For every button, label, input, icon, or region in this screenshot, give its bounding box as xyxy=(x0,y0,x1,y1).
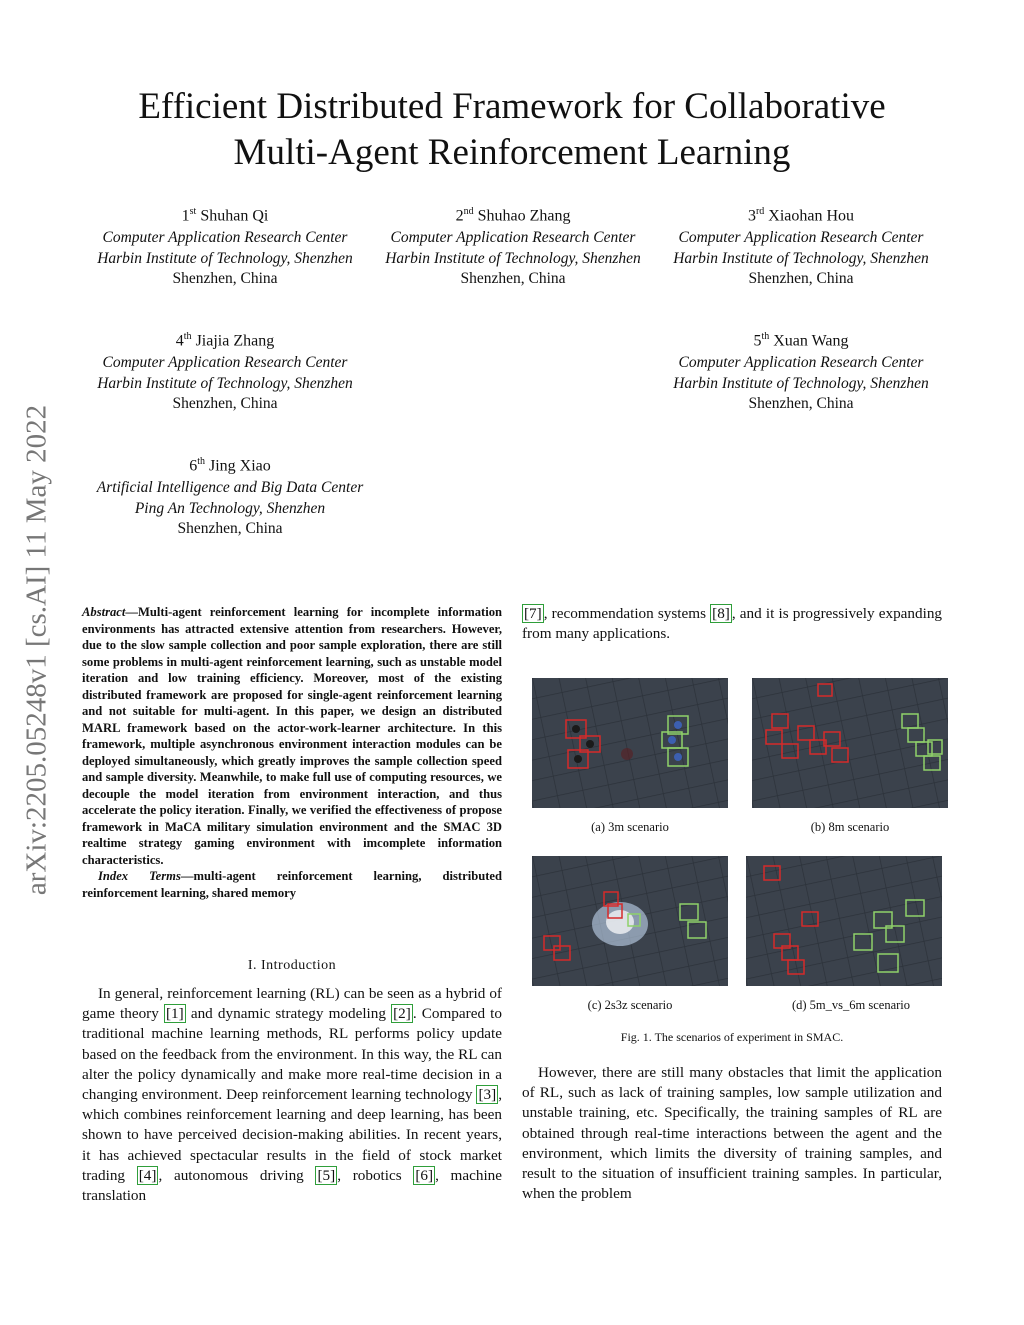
author-name: Xuan Wang xyxy=(773,332,849,350)
citation-link[interactable]: [7] xyxy=(524,605,542,622)
paper-title xyxy=(60,84,964,176)
citation-link[interactable]: [4] xyxy=(138,1166,157,1184)
right-column-paragraph: However, there are still many obstacles that limit the application of RL, such as lack of training samples, low sample utilization and unstable training, etc. Specifically, the training samples of RL are obtained through real-time interactions between the agent and the environment, which limits the diversity of training samples, and result to the situation of insufficient training samples. In particular, when the problem xyxy=(522,1064,942,1203)
index-terms-label: Index Terms xyxy=(98,869,181,883)
abstract xyxy=(82,604,502,901)
subcaption-a: (a) 3m scenario xyxy=(591,820,669,834)
citation-link[interactable]: [1] xyxy=(165,1005,184,1023)
figure-panel-2s3z xyxy=(532,856,728,986)
citation-link[interactable]: [2] xyxy=(393,1005,411,1023)
author-block: 1st Shuhan Qi Computer Application Research Center Harbin Institute of Technology, Shenzhen Shenzhen, China xyxy=(97,206,353,288)
author-name: Jiajia Zhang xyxy=(195,332,275,350)
author-block: 3rd Xiaohan Hou Computer Application Research Center Harbin Institute of Technology, Shenzhen Shenzhen, China xyxy=(673,206,929,288)
scenario-image-2s3z xyxy=(532,856,728,986)
citation-link[interactable]: [6] xyxy=(415,1166,434,1184)
author-name: Jing Xiao xyxy=(209,457,271,475)
author-block: 4th Jiajia Zhang Computer Application Research Center Harbin Institute of Technology, Shenzhen Shenzhen, China xyxy=(97,331,353,413)
section-heading: I. Introduction xyxy=(247,958,337,973)
citation-link[interactable]: [3] xyxy=(478,1086,497,1104)
author-name: Shuhao Zhang xyxy=(477,207,571,225)
author-block: 6th Jing Xiao Artificial Intelligence and Big Data Center Ping An Technology, Shenzhen Shenzhen, China xyxy=(96,456,364,538)
abstract-text: —Multi-agent reinforcement learning for incomplete information environments has attracted extensive attention from researchers. However, due to the slow sample collection and poor sample exploration, there are still some problems in multi-agent reinforcement learning, such as unstable model iteration and low training efficiency. Moreover, most of the existing distributed framework are proposed for single-agent reinforcement learning and not suitable for multi-agent. In this paper, we design an distributed MARL framework based on the actor-work-learner architecture. In this framework, multiple asynchronous environment interaction modules can be deployed simultaneously, which greatly improves the sample collection speed and sample diversity. Meanwhile, to make full use of computing resources, we decouple the model iteration from environment interaction, and thus accelerate the policy iteration. Finally, we verified the effectiveness of propose framework in MaCA military simulation environment and the SMAC 3D realtime strategy gaming environment with imcomplete information characteristics. xyxy=(82,605,502,867)
figure-panel-3m xyxy=(532,678,728,808)
intro-paragraph: In general, reinforcement learning (RL) can be seen as a hybrid of game theory [1] and dynamic strategy modeling [2] . Compared to traditional machine learning methods, RL performs policy update based on the feedback from the environment. In this way, the RL can alter the policy dynamically and make more real-time decision in a changing environment. Deep reinforcement learning technology [3] , which combines reinforcement learning and deep learning, has been shown to have perceived decision-making abilities. In recent years, it has achieved spectacular results in the field of stock market trading [4] , autonomous driving [5] , robotics [6] , machine translation xyxy=(82,985,503,1205)
author-block: 5th Xuan Wang Computer Application Research Center Harbin Institute of Technology, Shenzhen Shenzhen, China xyxy=(673,331,929,413)
citation-link[interactable]: [5] xyxy=(317,1166,336,1184)
title-line-1: Efficient Distributed Framework for Collaborative xyxy=(138,86,886,127)
author-block: 2nd Shuhao Zhang Computer Application Research Center Harbin Institute of Technology, Shenzhen Shenzhen, China xyxy=(385,206,641,288)
abstract-label: Abstract xyxy=(82,605,126,619)
citation-link[interactable]: [8] xyxy=(712,605,730,622)
right-column-continuation: [7] , recommendation systems [8] , and it is progressively expanding from many applications. xyxy=(522,605,943,643)
author-name: Xiaohan Hou xyxy=(768,207,855,225)
scenario-image-3m xyxy=(532,678,728,808)
subcaption-c: (c) 2s3z scenario xyxy=(587,998,673,1012)
figure-panel-8m xyxy=(752,678,948,808)
figure-caption: Fig. 1. The scenarios of experiment in SMAC. xyxy=(620,1030,844,1044)
arxiv-id: arXiv:2205.05248v1 [cs.AI] 11 May 2022 xyxy=(20,404,53,896)
scenario-image-8m xyxy=(752,678,948,808)
author-name: Shuhan Qi xyxy=(200,207,269,225)
subcaption-d: (d) 5m_vs_6m scenario xyxy=(791,998,911,1012)
scenario-image-5m-vs-6m xyxy=(746,856,942,986)
arxiv-sidebar xyxy=(2,350,72,950)
figure-panel-5m-vs-6m xyxy=(746,856,942,986)
subcaption-b: (b) 8m scenario xyxy=(810,820,890,834)
title-line-2: Multi-Agent Reinforcement Learning xyxy=(233,132,791,173)
index-terms-text: —multi-agent reinforcement learning, distributed reinforcement learning, shared memory xyxy=(82,869,502,900)
